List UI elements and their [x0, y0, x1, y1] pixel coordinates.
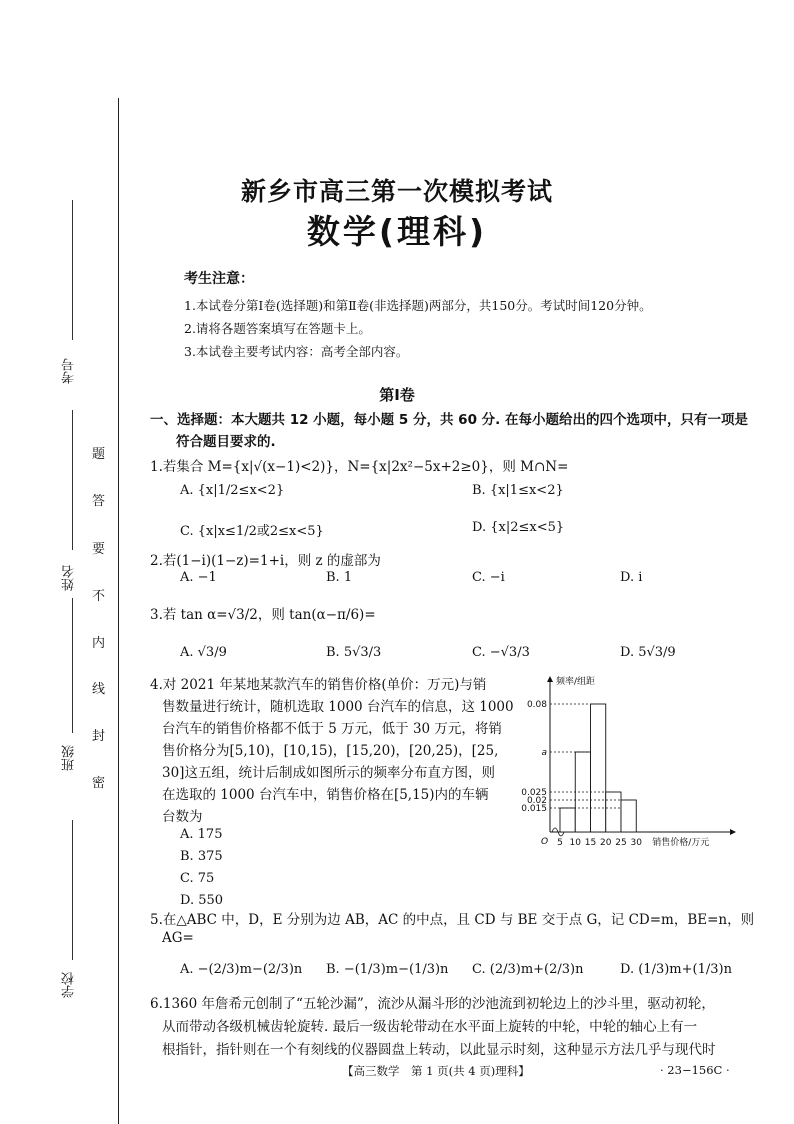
y-tick-label: 0.015	[521, 804, 547, 814]
question-stem: 5.在△ABC 中，D，E 分别为边 AB，AC 的中点，且 CD 与 BE 交于点 G，记 CD=m，BE=n，则	[150, 912, 755, 928]
option-d[interactable]: D. (1/3)m+(1/3)n	[620, 962, 732, 977]
part-instruction: 一、选择题：本大题共 12 小题，每小题 5 分，共 60 分. 在每小题给出的四个选项中，只有一项是	[150, 412, 748, 428]
x-tick-label: 5	[557, 838, 563, 848]
x-axis-label: 销售价格/万元	[652, 838, 710, 848]
option-b[interactable]: B. 375	[180, 849, 223, 864]
x-tick-label: 15	[584, 838, 597, 848]
option-a[interactable]: A. −1	[180, 570, 217, 585]
y-axis-label: 频率/组距	[556, 677, 596, 687]
name-label: 姓名	[62, 565, 77, 591]
x-tick-label: 30	[630, 838, 642, 848]
option-d[interactable]: D. 550	[180, 893, 224, 908]
option-c[interactable]: C. 75	[180, 871, 215, 886]
page-footer: 【高三数学 第 1 页(共 4 页)理科】	[342, 1064, 530, 1078]
question-stem-line: 根指针，指针则在一个有刻线的仪器圆盘上转动，以此显示时刻，这种显示方法几乎与现代时	[162, 1042, 716, 1058]
question-stem-line: 台汽车的销售价格都不低于 5 万元，低于 30 万元，将销	[162, 721, 502, 737]
option-b[interactable]: B. 5√3/3	[326, 645, 382, 660]
origin-label: O	[541, 837, 549, 847]
option-b[interactable]: B. 1	[326, 570, 353, 585]
question-stem-line: 售价格分为[5,10)，[10,15)，[15,20)，[20,25)，[25,	[162, 743, 499, 759]
histogram-bar	[606, 792, 621, 832]
question-stem-cont: AG=	[162, 930, 194, 946]
seal-char: 线	[92, 682, 106, 697]
school-field[interactable]	[72, 820, 73, 960]
y-axis-arrow	[547, 676, 553, 682]
option-a[interactable]: A. −(2/3)m−(2/3)n	[180, 962, 303, 977]
question-stem: 1.若集合 M={x|√(x−1)<2)}，N={x|2x²−5x+2≥0}，则 M∩N=	[150, 459, 569, 475]
option-a[interactable]: A. {x|1/2≤x<2}	[180, 483, 285, 498]
question-stem: 3.若 tan α=√3/2，则 tan(α−π/6)=	[150, 607, 376, 623]
x-tick-label: 25	[615, 838, 627, 848]
option-b[interactable]: B. {x|1≤x<2}	[472, 483, 564, 498]
question-stem-line: 6.1360 年詹希元创制了“五轮沙漏”，流沙从漏斗形的沙池流到初轮边上的沙斗里，驱动初轮，	[150, 996, 715, 1012]
seal-char: 题	[92, 447, 106, 462]
notice-item: 3.本试卷主要考试内容：高考全部内容。	[184, 344, 409, 359]
y-tick-label: 0.02	[526, 796, 547, 806]
histogram-bar	[560, 808, 575, 832]
exam-title: 新乡市高三第一次模拟考试	[240, 177, 553, 206]
seal-char: 答	[92, 494, 106, 509]
y-tick-label: 0.025	[521, 788, 547, 798]
question-stem-line: 30]这五组，统计后制成如图所示的频率分布直方图，则	[162, 765, 495, 781]
seal-char: 要	[92, 542, 106, 557]
school-label: 学校	[62, 972, 77, 998]
x-tick-label: 20	[600, 838, 612, 848]
x-tick-label: 10	[569, 838, 581, 848]
seal-char: 密	[92, 776, 106, 791]
option-c[interactable]: C. −√3/3	[472, 645, 530, 660]
option-c[interactable]: C. −i	[472, 570, 505, 585]
y-tick-label: 0.08	[526, 700, 547, 710]
name-field[interactable]	[72, 410, 73, 550]
notice-item: 2.请将各题答案填写在答题卡上。	[184, 321, 371, 336]
seal-char: 不	[92, 589, 106, 604]
paper-code: · 23−156C ·	[660, 1063, 730, 1077]
class-label: 班级	[62, 745, 77, 771]
frequency-histogram	[521, 672, 760, 862]
question-stem: 2.若(1−i)(1−z)=1+i，则 z 的虚部为	[150, 553, 381, 569]
notice-heading: 考生注意：	[184, 271, 254, 287]
y-tick-label: a	[541, 748, 547, 758]
x-axis-arrow	[730, 829, 736, 835]
exam-no-label: 考号	[62, 358, 77, 384]
seal-char: 内	[92, 636, 106, 651]
option-c[interactable]: C. (2/3)m+(2/3)n	[472, 962, 584, 977]
option-d[interactable]: D. 5√3/9	[620, 645, 676, 660]
seal-char: 封	[92, 729, 106, 744]
question-stem-line: 从而带动各级机械齿轮旋转. 最后一级齿轮带动在水平面上旋转的中轮，中轮的轴心上有一	[162, 1019, 698, 1035]
question-stem-line: 在选取的 1000 台汽车中，销售价格在[5,15)内的车辆	[162, 787, 489, 803]
histogram-bar	[591, 704, 606, 832]
section-title: 第Ⅰ卷	[379, 386, 415, 404]
subject-title: 数学(理科)	[306, 212, 488, 251]
class-field[interactable]	[72, 598, 73, 733]
notice-item: 1.本试卷分第Ⅰ卷(选择题)和第Ⅱ卷(非选择题)两部分，共150分。考试时间120分钟。	[184, 298, 652, 313]
part-instruction-cont: 符合题目要求的.	[176, 434, 276, 450]
question-stem-line: 售数量进行统计，随机选取 1000 台汽车的信息，这 1000	[162, 699, 514, 715]
option-b[interactable]: B. −(1/3)m−(1/3)n	[326, 962, 449, 977]
histogram-bar	[621, 800, 636, 832]
option-a[interactable]: A. √3/9	[180, 645, 227, 660]
option-c[interactable]: C. {x|x≤1/2或2≤x<5}	[180, 524, 324, 539]
option-d[interactable]: D. i	[620, 570, 643, 585]
question-stem-line: 4.对 2021 年某地某款汽车的销售价格(单价：万元)与销	[150, 677, 487, 693]
option-d[interactable]: D. {x|2≤x<5}	[472, 520, 565, 535]
question-stem-line: 台数为	[162, 809, 203, 825]
option-a[interactable]: A. 175	[180, 827, 223, 842]
